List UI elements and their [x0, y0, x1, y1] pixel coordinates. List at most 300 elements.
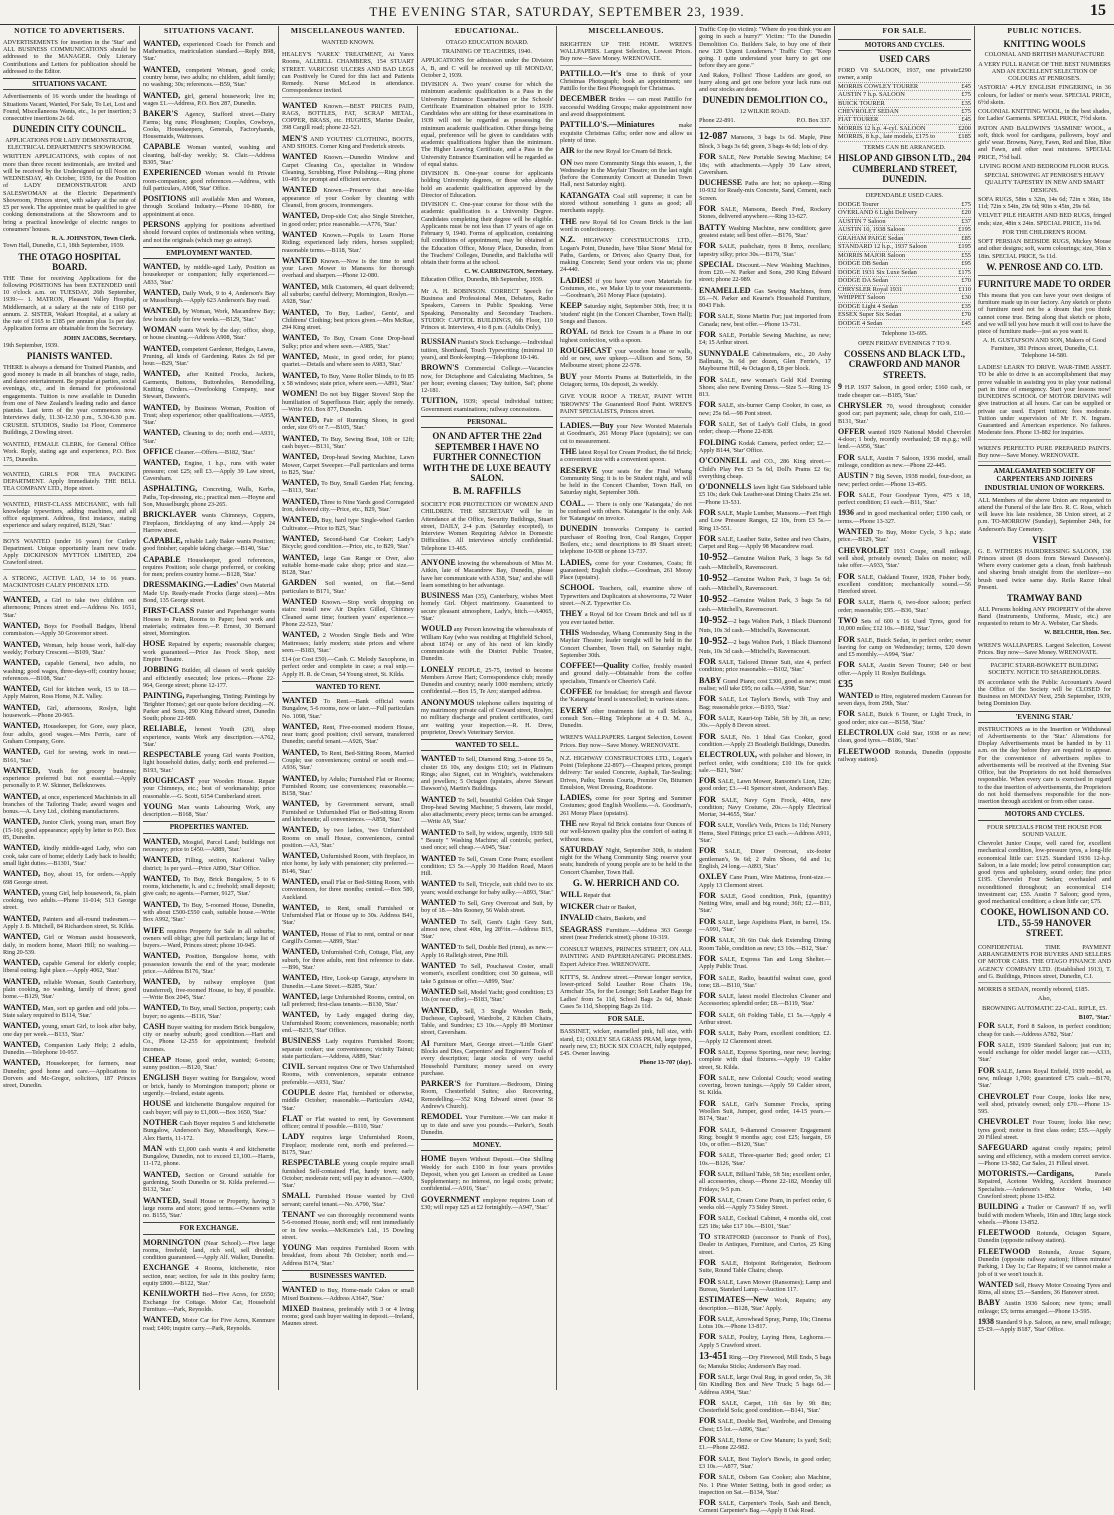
for-sale-heading: FOR SALE.: [560, 1013, 692, 1025]
col5-herrick-ads: [560, 890, 692, 941]
wrens-ad: WREN'S WALLPAPERS. Largest Selection, Lowest Prices. Buy now—Save Money. WRENOVATE.: [560, 732, 692, 752]
classified-ad: WANTED, Girl, afternoons, Roslyn, light housework.—Phone 20-965.: [3, 702, 136, 720]
classified-ad: WANTED, To Buy, small Section, property; cash buyer; no agents.—B116, 'Star.': [143, 1003, 275, 1020]
phone-number: 12-087: [699, 131, 728, 143]
classified-ad: FOR SALE, pushchair, tyres 8 lbmx, recollars; tapestry silky; price 30s.—B179, 'Star.': [699, 241, 831, 258]
brighten-ad: BRIGHTEN UP THE HOME. WREN'S WALLPAPERS. Largest Selection, Lowest Prices. Buy now—Save Money. WRENOVATE.: [560, 39, 692, 66]
ladders-ad: And Rakes, Follies! Those Ladders are good, so hurry along and get one before your luck runs out and our stocks are done.: [699, 71, 831, 93]
education-board-heading: OTAGO EDUCATION BOARD.: [445, 38, 529, 46]
carrington-date: Education Office, Dunedin, 8th September, 1939.: [421, 275, 544, 283]
coal-ad-text: —Genuine Walton Park, 3 bags 5s 6d; cash.—Mitchell's, Ravenscourt.: [699, 576, 831, 593]
classified-ad: WANTED, Unfurnished Crib, Cottage, Flat, any suburb, for three adults, rent first reference to date.—B96, 'Star.': [282, 947, 414, 971]
car-name: CHEVROLET SEDAN: [838, 108, 899, 115]
evening-star-instructions: INSTRUCTIONS as to the Insertion or Withdrawal of Advertisements to the 'Star.' Alterations for Display Advertisements must be handed in by 11 a.m. on the day before they are required to appear. For the convenience of advertisers replies to advertisements will be received at the Evening Star Office, but the Proprietors do not hold themselves responsible. When every care is exercised in regard to the due insertion of advertisements, the Proprietors do not hold themselves responsible for the non-insertion through accident or from other cause.: [978, 725, 1111, 806]
classified-ad: ENAMELLED Gas Sewing Machines, from £6.—N. Parker and Kearne's Household Furniture, 8043 Fish.: [699, 285, 831, 310]
classified-ad: YOUNG Man requires Furnished Room with breakfast, from about 7th October; north end.—Address B174, 'Star.': [282, 1243, 414, 1267]
classified-ad: WANTED, Girl for kitchen work, 15 to 18.—Apply Matron, Ross Home, N.E. Valley.: [3, 684, 136, 701]
column-6: [695, 26, 834, 1515]
car-listing: [838, 91, 971, 99]
classified-ad: FIRST-CLASS Painter and Paperhanger wants Houses to Paint, Rooms to Paper; best work and materials; estimates free.—P. Ernest, 30 Bernard street, Mornington.: [143, 606, 275, 638]
classified-ad: WANTED Sell, Model Yacht; good condition; £3 10s (or near offer).—B183, 'Star.': [421, 986, 553, 1004]
classified-ad: OFFER wanted 1929 National Model Chevrolet 4-door; 1 body, recently overhauled; £8 m.p.g.; will lend.—A956, 'Star.': [838, 426, 971, 451]
col4-education-ads: [421, 337, 553, 413]
healey-ad: HEALEY'S 'YAREX' TREATMENT, At Yarex Rooms, ALLBELL CHAMBERS, 154 STUART STREET. VARICOSE ULCERS AND BAD LEGS can Positively be Cured for this fact and Patients Remedy. Nurse McLeod in attendance. Correspondence invited.: [282, 49, 414, 98]
educational-heading: EDUCATIONAL.: [454, 26, 520, 35]
classified-ad: BUSINESS Lady requires Furnished Room; separate cooker; use conveniences; vicinity Tainui; state particulars.—Address, A889, 'Star.': [282, 1036, 414, 1060]
classified-ad: WANTED Known.—Now is the time to send your Lawn Mower to Mansons for thorough overhaul and sharpen.—Phone 12-080.: [282, 255, 414, 280]
classified-ad: WOMEN! Do not buy Bigger Stoves! Stop the humiliation of Superfluous Hair; apply the remedy.—Write P.O. Box 877, Dunedin.: [282, 389, 414, 413]
divider: [838, 188, 971, 189]
classified-ad: FLAT or Flat wanted to rent, by Government officer; central if possible.—B110, 'Star.': [282, 1113, 414, 1131]
col1-small-ads: [3, 595, 136, 1089]
classified-ad: COUPLE desire Flat, furnished or otherwise, middle October; reasonable.—Particulars A942, 'Star.': [282, 1087, 414, 1112]
classified-ad: WANTED, by Business Woman, Position of Trust; shop experience; other qualifications.—A955, 'Star.': [143, 402, 275, 427]
classified-ad: WANTED, Drop-side Cot; also Single Stretcher, in good order; price reasonable.—A776, 'Star.': [282, 211, 414, 228]
opening-hours: OPEN FRIDAY EVENINGS 7 TO 9.: [858, 339, 951, 347]
classified-ad: WANTED, experienced Coach for French and Mathematics, matriculation standard.—Reply B98, 'Star.': [143, 38, 275, 63]
classified-ad: WANTED to Buy, Home-made Cakes or small Mixed Business.—Address A3647, 'Star.': [282, 1285, 414, 1302]
coal-ad-text: —Genuine Walton Park, 3 bags 5s 6d cash.—Mitchell's, Ravenscourt.: [699, 555, 831, 572]
notice-to-advertisers-heading: NOTICE TO ADVERTISERS.: [14, 26, 125, 35]
classified-ad: FOR SALE, Girl's Summer Frocks, spring Woollen Suit, Jumper, good order, 14-15 years.—B174, 'Star.': [699, 1098, 831, 1123]
classified-ad: TWO Sets of 600 x 16 Used Tyres, good for 10,000 miles; £12 10s.—B182, 'Star.': [838, 616, 971, 633]
car-listing: [838, 209, 971, 217]
car-listing: [838, 125, 971, 133]
classified-ad: WANTED, Engine, 1 h.p., runs with water pressure; cost £25; sell £3.—Apply 39 Law street, Caversham.: [143, 458, 275, 483]
car-name: MORRIS COWLEY TOURER: [838, 82, 919, 90]
car-price: £45: [961, 319, 971, 327]
classified-ad: WANTED Known.—Stop work dropping on stairs: install new Air Duplex Gilled, Chimney Cleaned same time; fourteen years' experience.—Phone 22-523, 'Star.': [282, 597, 414, 628]
car-price: £75: [961, 91, 971, 99]
col4-personal-ads: [421, 558, 553, 736]
wrens-wallpapers-ad: WREN'S WALLPAPERS. Largest Selection, Lowest Prices. Buy now—Save Money. WRENOVATE.: [978, 640, 1111, 660]
car-price: £195: [958, 243, 971, 251]
classified-ad: CHEVROLET 1931 Coupe, small mileage, well shod, privately owned; Dales on motor; will take offer.—A933, 'Star.': [838, 545, 971, 570]
classified-ad: MAN with £1,000 cash wants 4 and kitchenette Bungalow, Dunedin, not to exceed £1,100.—Harris, 11-172, phone.: [143, 1143, 275, 1168]
hospital-text: THE Time for receiving Applications for the following POSITIONS has been EXTENDED until 10 o'clock a.m. on TUESDAY, 26th September, 1939:— 1. MATRON, Pleasant Valley Hospital, Middlemarch, at a salary at the rate of £160 per annum. 2. SISTER, Wakari Hospital, at a salary at the rate of £165 to £185 per annum plus 1s per day. Application forms are obtainable from the Secretary.: [3, 274, 136, 333]
motors-cycles-heading-2: MOTORS AND CYCLES.: [978, 808, 1111, 820]
car-listing: [838, 235, 971, 243]
classified-ad: RESPECTABLE young couple require small furnished Self-contained Flat, handy town; early October; moderate rent; will pay in advance.—A900, 'Star.': [282, 1158, 414, 1190]
car-listing: [838, 303, 971, 311]
mechanic-ad: WANTED, FIRST-CLASS MECHANIC, with full knowledge typewriters, adding machines, and all office equipment. Address, first instance, stating experience and salary required, B129, 'Star.': [3, 499, 136, 533]
car-name: WHIPPET Saloon: [838, 294, 885, 302]
classified-ad: OFFICE Cleaner.—Offers.—B182, 'Star.': [143, 447, 255, 457]
classified-ad: COFFEE!—Quality Coffee, freshly roasted and ground daily.—Obtainable from the coffee specialists, Timaru's or Cheerio's Café.: [560, 661, 692, 685]
classified-ad: FOR SALE, Oakland Tourer, 1928, Fisher body, excellent condition; mechanically sound.—56 Hereford street.: [838, 571, 971, 596]
classified-ad: FOR SALE, Harris 6, two-door saloon; perfect order; reasonable; £95.—B36, 'Star.': [838, 597, 971, 614]
also-text: Also,: [1037, 995, 1052, 1003]
car-name: DODGE Tourer: [838, 200, 879, 208]
car-listing: [838, 269, 971, 277]
classified-ad: WANTED, Man, sort up garden and odd jobs.—State salary required to B114, 'Star.': [3, 1002, 136, 1019]
coal-ad-number: 10-952: [699, 552, 728, 564]
classified-ad: FOR SALE, Osborn Gas Cooker; also Machine, No. 1 Pine Winter Setting, both in good order; as inspection on Sat.—B134, 'Star.': [699, 1472, 831, 1496]
classified-ad: FOR SALE, Cream Cone Pram, in perfect order, 6 weeks old.—Apply 73 Sidey Street.: [699, 1194, 831, 1212]
sofa-rugs-ad: SOFA RUGS, 58in x 32in, 14s 6d; 72in x 36in, 18s 11d; 72in x 54in, 29s 6d; 90in x 45in, 29s 6d.: [978, 195, 1111, 211]
wanted-to-sell-heading: WANTED TO SELL.: [421, 739, 553, 751]
classified-ad: WANTED, competent Woman, good cook; country home, two adults; no children, adult family; no washing; 30s; references.—B59, 'Star.': [143, 64, 275, 89]
classified-ad: COAL. — There is only one 'Katangata,' do not be confused with others. 'Katangata' is the only. Ask for 'Katangata' on invoice.: [560, 498, 692, 523]
classified-ad: EVERY other treatments fail to call Sickness consult Son.—Ring Telephone at 4 D. M. A., Dunedin.: [560, 705, 692, 730]
classified-ad: N.Z. HIGHWAY CONSTRUCTORS LTD., Logan's Point, Dunedin, have 'Blue Stone' Metal for Paths, Gardens, or Drives; also Quarry Dust, for making Concrete; Send your orders via us; phone 24-440.: [560, 235, 692, 274]
tapestry-heading: SPECIAL SHOWING AT PENROSE'S HEAVY QUALITY TAPESTRY IN NEW AND SMART DESIGNS.: [984, 172, 1105, 194]
classified-ad: FOR SALE, Diner Overcoat, six-footer gentleman's, 9s 6d; 2 Palm Shoes, 6d and 1s; English, 24 long.—A893, 'Star.': [699, 846, 831, 870]
classified-ad: FOR SALE, Three-quarter Bed; good order; £1 10s.—B126, 'Star.': [699, 1150, 831, 1167]
classified-ad: BUY your Morris Prams at Butterfields, in the Octagon; terms, 10s deposit, 2s weekly.: [560, 371, 692, 389]
classified-ad: WANTED, Housekeeper, for Gore, easy place, four adults, good wages.—Mrs Ferris, care of Graham Company, Gore.: [3, 721, 136, 745]
society-notice: SOCIETY FOR PROTECTION OF WOMEN AND CHILDREN. THE SECRETARY will be in Attendance at the Office, Security Buildings, Stuart street, DAILY, 2-4 p.m. (Saturday excepted), to Interview Women Requiring Advice in Domestic Difficulties. All interviews strictly confidential. Telephone 13-465.: [421, 499, 553, 555]
situations-vacant-rates: Advertisements of 16 words under the headings of Situations Vacant, Wanted, For Sale, To Let, Lost and Found, Miscellaneous Wants, etc., 1s per insertion; 3 consecutive insertions 2s 6d.: [3, 93, 136, 123]
classified-ad: WANTED, Mosgiel, Parcel Land; buildings not necessary; price to £450.—A889, 'Star.': [143, 836, 275, 853]
car-name: DODGE Light 4 Sedan: [838, 302, 898, 310]
classified-ad: WOMAN wants Work by the day; office, shop, or house cleaning.—Address A908, 'Star.': [143, 325, 275, 342]
classified-ad: KEEP Saturday night, September 30th, free; it is 'student' night (in the Concert Chamber, Town Hall); Songs and Dances.: [560, 301, 692, 325]
paton-ad: PATON AND BALDWIN'S 'JASMINE' WOOL, a soft, thick wool for cardigans, pullovers, boys' and girls' wear. Browns, Navy, Fawn, Red and Blue, Blue and Fawn, and other neat mixtures. SPECIAL PRICE, 7½d ball.: [978, 124, 1111, 161]
classified-ad: WANTED, To Buy, Sewing Boat, 10ft or 12ft; cash buyer.—B131, 'Star.': [282, 433, 414, 451]
classified-ad: 1936 and in good mechanical order; £190 cash, or terms.—Phone 13-327.: [838, 508, 971, 525]
classified-ad: WANTED, Boys for Football Badges, liberal commission.—Apply 30 Grosvenor street.: [3, 620, 136, 638]
boys-ad: BOYS WANTED (under 16 years) for Cutlery Department. Unique opportunity learn new trade. Apply DICKINSON MYTTON LIMITED, 204 Crawford street.: [3, 536, 136, 570]
classified-ad: SMALL Furnished House wanted by Civil servant; careful tenant.—No. A790, 'Star.': [282, 1191, 414, 1208]
pacific-heading: PACIFIC STARR-BOWKETT BUILDING SOCIETY. NOTICE TO SHAREHOLDERS.: [988, 662, 1101, 677]
highway-ad: N.Z. HIGHWAY CONSTRUCTORS LTD., Logan's Point (Telephone 22-897).—Cheapest prices, prompt delivery: Tar sealed Concrete, Asphalt, Tar-Sealing; Drives, Paths; Tennis Courts, Premier On, Bitumen Emulsion, West Dressing, Roadstone.: [560, 754, 692, 791]
wrens-paints-ad: WREN'S PERFECTO PURE PREPARED PAINTS. Buy now—Save Money. WRENOVATE.: [978, 443, 1111, 463]
car-listing: [838, 201, 971, 209]
col3-business-ads: [282, 1285, 414, 1327]
carrington-signature: C. W. CARRINGTON, Secretary.: [464, 268, 553, 276]
classified-ad: WANTED, Housekeeper, for farmers, near Dunedin; good home and care.—Applications to Dorvers and Mc-Gregor, solicitors, 187 Princes street, Dunedin.: [3, 1058, 136, 1090]
car-price: £75: [961, 200, 971, 208]
car-price: £35: [961, 302, 971, 310]
classified-ad: TENANT we can thoroughly recommend wants 5-6-roomed House, north end; will rent immediately or in few weeks.—McKenzie's Ltd., 15 Dowling street.: [282, 1209, 414, 1241]
classified-ad: POSITIONS still available Men and Women, through Scotland Industry.—Phone 10-880, for appointment at once.: [143, 194, 275, 218]
classified-ad: KATANGATA Coal still supreme; it can be stored without something 1 guns as good; all merchants supply.: [560, 190, 692, 215]
classified-ad: BABY Austin 1936 Saloon; new tyres; small mileage; £5; terms arranged.—Phone 13-595.: [978, 1298, 1111, 1315]
classified-ad: WANTED To Sell, Gent's Light Grey Suit, almost new, chest 40in, leg 28½in.—Address B15, 'Star.': [421, 916, 553, 941]
car-name: GRAHAM PAIGE Sedan: [838, 234, 904, 242]
classified-ad: FOR SALE, Maple Lumber, Mansons.—Feet High and Low Pressure Ranges, £2 10s, from £3 5s.—Ring 13-551.: [699, 507, 831, 532]
demolition-heading: DUNEDIN DEMOLITION CO.,: [702, 95, 828, 106]
training-text: APPLICATIONS for admission under the Division A, B, and C will be received up till MONDAY, October 2, 1939.: [421, 57, 553, 79]
used-cars-heading: USED CARS: [879, 54, 930, 65]
classified-ad: HOME Buyers Without Deposit.—One Shilling Weekly for each £100 in four years provides Deposit, when you get Lesson as credited as Lease Supplementary; no interest, no legal costs; private; confidential.—A916, 'Star.': [421, 1154, 553, 1193]
classified-ad: WANTED, To Buy, Small Garden Flat; fencing.—B113, 'Star.': [282, 478, 414, 495]
public-notices-heading: PUBLIC NOTICES.: [1007, 26, 1082, 35]
classified-ad: BUSINESS Man (35), Canterbury, wishes Meet homely Girl. Object matrimony. Guaranteed to secure pleasant atmosphere, Lady's, hitch.—A4065, 'Star.': [421, 591, 553, 622]
classified-ad: WOULD any Person knowing the whereabouts of William Kay (who was residing at Highfield School, about 1874) or any of his next of kin kindly communicate with the District Public Trustee, Dunedin.: [421, 624, 553, 663]
knitting-heading: KNITTING WOOLS: [1003, 38, 1086, 49]
classified-ad: SCHOOL Teachers, call, examine show of Typewriters and Duplicators at showrooms, 72 Water street.—N.Z. Typewriter Co.: [560, 583, 692, 608]
classified-ad: WANTED, to Rent, small Furnished or Unfurnished Flat or House up to 30s. Address B41, 'Star.': [282, 902, 414, 927]
classified-ad: FOR SALE, Tailored Dinner Suit, size 4, perfect condition; price reasonable.—B102, 'Star.': [699, 657, 831, 674]
firewood-number: 13-451: [699, 1350, 728, 1362]
classified-ad: WANTED To Sell, Double Bed (rimu), as new.—Apply 16 Ralleigh street, Pine Hill.: [421, 942, 553, 959]
situations-vacant-heading: SITUATIONS VACANT.: [3, 78, 136, 90]
car-listing: [838, 260, 971, 268]
hospital-date: 19th September, 1939.: [3, 341, 59, 349]
classified-ad: WANTED, by Woman, Work, Macandrew Bay; few hours daily for few weeks.—B129, 'Star.': [143, 306, 275, 323]
classified-ad: FOR SALE, 9-diamond Crossover Engagement Ring; bought 9 months ago; cost £25; bargain, £6 10s, or offer.—B120, 'Star.': [699, 1124, 831, 1149]
persian-rugs-ad: SOFT PERSIAN BEDSIDE RUGS, Mickey Mouse and other designs; soft, warm colourings; size, 36in x 18in. SPECIAL PRICE, 5s 11d.: [978, 238, 1111, 260]
classified-ad: FOR SALE, Radio, beautiful walnut case, good tone; £8.—B110, 'Star.': [699, 972, 831, 989]
phone-ad: [699, 131, 831, 150]
lad-ad: A STRONG, ACTIVE LAD, 14 to 16 years. MACKINTOSH CALEY PHOENIX LTD.: [3, 573, 136, 593]
classified-ad: FOR SALE, Lawn Mower (Ransomes); Lamp and Bureau, Standard Lamp.—Auction 117.: [699, 1276, 831, 1293]
pianists-text: THERE is always a demand for Trained Pianists, and good money is made in all branches of stage, radio, and dance entertainment. Be popular at parties, social evenings, etc., and in demand for professional engagements. Tuition is now available in Dunedin from one of New Zealand's leading radio and dance pianists. Last term of the year commences now. Interviews daily, 11.30-12.30 p.m., 5.30-6.30 p.m. CRUSEIL STUDIOS, Studio 1st Floor, Commerce Buildings, 2 Dowling street.: [3, 363, 136, 436]
classified-ad: ENGLISH Buyer waiting for Bungalow, wood or brick, handy to Mornington transport; phone or urgently.—Ireland, estate agents.: [143, 1073, 275, 1098]
coal-ad-text: —2 bags Walton Park, 1 Black Diamond Nuts, 10s 3d cash.—Mitchell's, Ravenscourt.: [699, 618, 831, 634]
classified-ad: CAPABLE Woman wanted, washing and cleaning, half-day weekly; St. Clair.—Address B305, 'Star.': [143, 142, 275, 166]
car-name: AUSTIN 7 h.p. SALOON: [838, 91, 905, 99]
car-name: CHRYSLER Royal 1931: [838, 285, 903, 293]
column-3: [278, 26, 417, 1390]
classified-ad: WICKER Chair or Basket,: [560, 901, 637, 911]
column-1: [0, 26, 139, 1390]
classified-ad: EXCHANGE 4 Rooms, kitchenette, nice section, near; section, for sale in this poultry farm; equity £800.—B122, 'Star.': [143, 1263, 275, 1288]
classified-ad: O'DONNELLS lawn light Gas Sideboard table £5 10s; dark Oak Leather-seat Dining Chairs 25s set.—Phone 13-531.: [699, 482, 831, 506]
car-listing: [838, 116, 971, 124]
classified-ad: WANTED, by Government servant, small Furnished or Unfurnished Flat or Bed-sitting Room and kitchenette; all conveniences.—A858, 'Star.': [282, 799, 414, 823]
classified-ad: CAPABLE Housekeeper, good references, requires Position; sole charge preferred, or cooking for men; prefers country home.—B128, 'Star.': [143, 554, 275, 579]
classified-ad: ANYONE knowing the whereabouts of Miss M. Aitkin, late of Macandrew Bay, Dunedin, please have her communicate with A338, 'Star,' and she will learn something to her advantage.: [421, 557, 553, 589]
carpenters-heading: AMALGAMATED SOCIETY OF CARPENTERS AND JOINERS INDUSTRIAL UNION OF WORKERS.: [978, 465, 1111, 494]
classified-ad: ON two more Community Sings this season, 1, the Wednesday in the Mayfair Theatre; on the last night (before the Community Concert at Dunedin Town Hall, next Saturday night).: [560, 157, 692, 189]
dependable-heading: DEPENDABLE USED CARS.: [865, 191, 944, 199]
classified-ad: FOR SALE, Poultry, Laying Hens, Leghorns.—Apply 5 Crawford street.: [699, 1332, 831, 1349]
cooke-heading: COOKE, HOWLISON AND CO. LTD., 55-59 HANOVER STREET.: [980, 907, 1109, 939]
four-specials-text: Chevrolet Junior Coupe, well cared for, excellent mechanical condition, low-pressure tyres, a long-life economical little car: £125. Standard 1936 12-h.p. Saloon, in a late model; low petrol consumption car; good tyres and upholstery, sound order; fine price £195. Chevrolet Four Sedan; overhauled and reconditioned throughout; an economical £14 investment car; £55. Austin 7 Saloon; good tyres, good mechanical condition; a clean little car; £75.: [978, 840, 1111, 906]
column-2: [139, 26, 278, 1390]
classified-ad: RESPECTABLE young Girl wants Position, light household duties, daily; north end preferred.—B193, 'Star.': [143, 750, 275, 774]
classified-ad: FOR SALE, Express Tan and Long Shelter.—Apply Public Trust.: [699, 953, 831, 971]
classified-ad: RELIABLE, honest Youth (20), shop experience, wants Work any description.—A762, 'Star.': [143, 724, 275, 748]
classified-ad: GARDEN Soil wanted, on flat.—Send particulars to B171, 'Star.': [282, 578, 414, 595]
classified-ad: WANTED, Second-hand Car Cooker; Lady's Bicycle; good condition.—Price, etc., to B29, 'Star.': [282, 533, 414, 551]
employment-wanted-heading: EMPLOYMENT WANTED.: [143, 247, 275, 259]
car-name: FIAT TOURER: [838, 116, 879, 124]
classified-ad: ELECTROLUX Gold Star, 1938 or as new; clean, good tyres.—B186, 'Star.': [838, 727, 971, 745]
classified-ad: WANTED, large Gas Range or Over, also suitable home-made cake shop; price and size.—B128, 'Star.': [282, 552, 414, 577]
classified-ad: WANTED, at once, experienced Machinists in all branches of the Tailoring Trade; award wages and bonus.—A. Levy Ltd., clothing manufacturers.: [3, 791, 136, 816]
coal-ad: [699, 573, 831, 592]
classified-ad: HOSE Repaired by experts; reasonable charges; work guaranteed.—Price Jas Frock Shop, next Empire Theatre.: [143, 639, 275, 664]
classified-ad: ANONYMOUS telephone callers inquiring of my matrimony private call of Coward street, Roslyn; no military discharge and prudent certificates, card are waiting your inspection.—R. H. Drew, proprietor, Drew's Veterinary Service.: [421, 697, 553, 736]
classified-ad: THE new Royal 6d Ice Cream Brick is the last word in confectionery.: [560, 216, 692, 233]
car-listing: [838, 83, 971, 91]
car-price: £175: [958, 268, 971, 276]
classified-ad: FOR SALE, Kauri-top Table, 5ft by 3ft, as new; 30s.—Apply 8 Devon street.: [699, 712, 831, 730]
classified-ad: WANTED, Woman, help house work, half-day weekly; Forbury Crescent.—B109, 'Star.': [3, 639, 136, 656]
col2-vacant-ads: [143, 39, 275, 244]
firewood-ad: [699, 1351, 831, 1370]
roof-paint-ad: GIVE YOUR ROOF A TREAT, PAINT WITH 'BROWN'S' The Guaranteed Roof Paint. WREN'S PAINT SPECIALISTS, Princes street.: [560, 391, 692, 418]
classified-ad: FOR SALE, Good condition, Pink, (quantity) Netting Wire, small and big round; 36ft; £2.—B11, 'Star.': [699, 890, 831, 915]
column-5: [556, 26, 695, 1390]
car-listing: [838, 277, 971, 285]
tea-packing-ad: WANTED, GIRLS FOR TEA PACKING DEPARTMENT. Apply Immediately. THE BELL TEA COMPANY LTD., Hope street.: [3, 469, 136, 496]
classified-ad: WILL Repair that: [560, 890, 611, 900]
classified-ad: WANTED, young, smart Girl, to look after baby, one day per week.—B133, 'Star.': [3, 1021, 136, 1038]
classified-ad: BRICKLAYER wants Chimneys, Coppers, Fireplaces, Bricklaying of any kind.—Apply 24 Harrow street.: [143, 510, 275, 534]
classified-ad: FOR SALE, Hotpoint Refrigerator, Bedroom Suite, Round Table Chairs; cheap.: [699, 1257, 831, 1275]
col2-employment-ads: [143, 262, 275, 819]
classified-ad: WANTED, Youth for grocery business; experience preferred but not essential.—Apply personally to P. W. Skinner, Belleknowes.: [3, 765, 136, 790]
classified-ad: WANTED To Sell, Diamond Ring, 3-stone £6 5s, cluster £6 10s, any designs £10; set in Platinum Rings; also Signet, cut in Wrighte's, watchmakers and jewellers; 5 Octagon (upstairs, above Stewart Dawson's), Martin's Buildings.: [421, 754, 553, 793]
classified-ad: WANTED, Three to Nine Yards good Corrugated Iron, delivered city.—Price, etc., B29, 'Star.': [282, 496, 414, 514]
car-name: MORRIS 12 h.p. 4-cyl. SALOON: [838, 124, 926, 132]
col2-exchange-ads: [143, 1238, 275, 1332]
classified-ad: FOR SALE, large Oval Rug, in good order, 5s, 3ft 6in Kindling Box and New Truck; 5 bags 6d.—Address A904, 'Star.': [699, 1371, 831, 1396]
car-price: £70: [961, 277, 971, 285]
col6-sale-ads: [699, 152, 831, 550]
personal-heading: PERSONAL.: [421, 416, 553, 428]
classified-ad: WANTED To Sell, Cream Cone Pram; excellent condition; £3 5s.—Apply 30 Haddon Road, Maori Hill.: [421, 853, 553, 878]
coal-ad-number: 10-952: [699, 615, 728, 627]
classified-ad: WANTED Known.—Preserve that new-like appearance of your Cooker by cleaning with Cleansil, from grocers, ironmongers.: [282, 185, 414, 210]
classified-ad: BROWN'S Commercial College.—Vacancies now, for Dictaphone and Calculating Machines, 5s per hour; evening classes; 'Day tuition, Sat'; phone 12-181.: [421, 363, 553, 395]
classified-ad: RUSSIAN Pianist's Stock Exchange.—Individual tuition, Shorthand, Touch Typewriting (minimal 10 years), and Book-keeping.—Telephone 10-146.: [421, 337, 553, 361]
classified-ad: WANTED, To Buy, Ladies', Gents', and Childrens' Clothing; best prices given.—Mrs McRae, 294 King street.: [282, 307, 414, 332]
car-name: DODGE 4 Sedan: [838, 319, 883, 327]
car-price: £45: [961, 116, 971, 124]
hairdressing-ad: G. E. WITHERS HAIRDRESSING SALOON, 138 Princes street (8 doors from Steward Dawson's). Where every customer gets a clean, fresh hairbrush and shaving brush straight from the sterilizer—no brush used twice same day. Reila Razor Ideal Present.: [978, 547, 1111, 591]
wanted-known-heading: WANTED KNOWN.: [321, 38, 375, 46]
classified-ad: WANTED, To Buy, Varee Roller Blinds, to fit 85 x 58 windows; state price, where seen.—A891, 'Star.': [282, 370, 414, 387]
car-price: £35: [961, 99, 971, 107]
division-a: DIVISION A. Two years' course for which the minimum academic qualification is a Pass in the University Entrance Examination or the Schools' Certificate Examination obtained prior to 1939. Candidates who are sitting for these examinations in 1939 will not be regarded as possessing the minimum academic qualification. Other things being equal, preference will be given to candidates with academic qualifications higher than the minimum. The Higher Leaving Certificate, and a Pass in the University Entrance Examination will be regarded as of equal status.: [421, 81, 553, 168]
coal-ad-text: —Genuine Walton Park, 3 bags 5s 6d cash.—Mitchell's, Ravenscourt.: [699, 597, 831, 613]
classified-ad: MIXED Business, preferably with 3 or 4 living rooms; good cash buyer waiting in deposit.—Ireland, Maunes street.: [282, 1303, 414, 1328]
car-listing: [838, 67, 971, 83]
pianists-heading: PIANISTS WANTED.: [26, 351, 113, 362]
classified-ad: FOR SALE, Buick 6 Tourer, or Light Truck, in good order; nice car.—B158, 'Star.': [838, 709, 971, 726]
classified-ad: WANTED, Milk Customers, 4d quart delivered; all suburbs; careful delivery; Mornington, Roslyn.—A928, 'Star.': [282, 281, 414, 306]
classified-ad: LADY requires large Unfurnished Room, Fireplace; moderate rent, north end preferred.—B175, 'Star.': [282, 1132, 414, 1157]
car-price: £30: [961, 294, 971, 302]
col8-car-ads: [978, 1021, 1111, 1333]
classified-ad: WIFE requires Property for Sale in all suburbs; owners will oblige; give full particulars; large list of buyers.—Ward, Princes street; phone 10-945.: [143, 925, 275, 950]
classified-ad: FOR SALE, 6ft Folding Table, £1 5s.—Apply 4 Arthur street.: [699, 1009, 831, 1027]
classified-ad: SAFEGUARD against costly repairs; petrol saving and efficiency, with a modern correct service.—Phone 13-582, Car Sales, 21 Filleul street.: [978, 1143, 1111, 1167]
classified-ad: FOR SALE, No. 1 Ideal Gas Cooker, good condition.—Apply 23 Boatleigh Buildings, Dunedin.: [699, 731, 831, 748]
classified-ad: WANTED To Buy, Motor Cycle, 3 h.p.; state price.—B129, 'Star.': [838, 527, 971, 544]
classified-ad: DRESSMAKING.—Ladies' Own Material Made Up. Ready-made Frocks (large sizes).—Mrs Bond, 135 George street.: [143, 580, 275, 605]
evening-star-heading: 'EVENING STAR.': [978, 711, 1111, 723]
coal-ad: [699, 594, 831, 613]
classified-ad: PAINTING, Paperhanging, Tinting; Paintings by 'Brighter Homes'; get our quote before deciding.—N. Parker and Sons, 290 King Edward street, Dunedin South; phone 22-989.: [143, 691, 276, 723]
classified-ad: WANTED, To Buy, Brick Bungalow, 5 to 6 rooms, kitchenette, h. and c.; freehold; small deposit; give cash; no agents.—Farmer, 9127, 'Star.': [143, 873, 275, 898]
classified-ad: WANTED, by two ladies, 'two Unfurnished Rooms on small House, conveniences, central position.—A3, 'Star.': [282, 825, 414, 849]
firewood-text: Ring.—Dry Firewood, Mill Ends, 5 bags 6s; Manuka Sticks; Anderson's Bay road.: [699, 1353, 832, 1370]
classified-ad: FOR SALE, Cocktail Cabinet, 4 months old, cost £25 18s; take £17 10s.—B101, 'Star.': [699, 1213, 831, 1230]
classified-ad: WANTED, by railway employee (just transferred), five-roomed House, to buy, if possible.—Write Box 2045, 'Star.': [143, 977, 275, 1001]
coal-ad: [699, 552, 831, 571]
classified-ad: OXLEY Cane Pram, Wire Mattress, front-size.—Apply 13 Clermont street.: [699, 872, 831, 889]
council-text: WRITTEN APPLICATIONS, with copies of not more than three recent testimonials, are invited and will be received by the Undersigned up till Noon on WEDNESDAY, 4th October, 1939, for the Position of LADY DEMONSTRATOR AND SALESWOMAN at the Electric Department's Showroom, Princes street, with salary at the rate of £5 per week. The appointee must be qualified to give cooking demonstrations at the Showroom and to bring a practical knowledge of electric ranges to consumers' houses.: [3, 153, 136, 233]
dependable-phone: Telephone 13-695.: [881, 330, 928, 338]
carpenters-notice: ALL Members of the above Union are requested to attend the Funeral of the late Bro. R. C. Ross, which will leave his late residence, 38 Union street, at 2 p.m. TO-MORROW (Sunday), September 24th, for Anderson's Bay Cemetery.: [978, 496, 1111, 533]
classified-ad: BABY Grand Piano; cost £300, good as new; must realise; will take £95; no calls.—A998, 'Star.': [699, 675, 831, 693]
classified-ad: ROUGHCAST your Wooden House. Repair your Chimneys, etc.; best of workmanship; price reasonable.—G. Scott, 6154 Cumberland street.: [143, 775, 275, 800]
car-name: BUICK TOURER: [838, 99, 885, 107]
car-listing: [838, 252, 971, 260]
classified-ad: AIR for the new Royal Ice Cream 6d Brick.: [560, 146, 673, 156]
car-price: £75: [961, 108, 971, 115]
classified-ad: WANTED, Girl or Woman assist housework, daily, in modern home, Maori Hill; no washing.—Ring 20-539.: [3, 932, 136, 956]
council-signature: R. A. JOHNSTON, Town Clerk.: [51, 235, 136, 243]
car-name: STANDARD 12 h.p., 1937 Saloon: [838, 243, 927, 251]
classified-ad: FOR SALE, new Colonial Couch; wood seating covering, brown tunings.—Apply 59 Calder street, St. Kilda.: [699, 1072, 831, 1097]
car-price: £290: [958, 66, 971, 74]
col4-sell-ads: [421, 754, 553, 1136]
herrick-heading: G. W. HERRICH AND CO.: [572, 877, 680, 888]
classified-ad: FOR SALE, Set of Lady's Golf Clubs, in good order; cheap.—Phone 22-838.: [699, 419, 831, 436]
classified-ad: CAPABLE, reliable Lady Baker wants Position; good finisher; capable taking charge.—B140, 'Star.': [143, 536, 275, 553]
classified-ad: WANTED, Pair of Running Shoes, in good order, size 6½ or 7.—B105, 'Star.': [282, 415, 414, 432]
classified-ad: WANTED, Unfurnished Room, with fireplace, in nice home, by lady with pensioner; city preferred.—B146, 'Star.': [282, 851, 414, 875]
classified-ad: LADIES, come for your Spring and Summer Costumes; good English Woollens.—A. Goodman's, 261 Moray Place (upstairs).: [560, 793, 692, 817]
classified-ad: FOR SALE, Stone Martin Fur; just imported from Canada; new, best offer.—Phone 13-731.: [699, 311, 831, 328]
divider: [699, 127, 831, 128]
col7-car-ads: [838, 382, 971, 677]
classified-ad: THE new Royal 6d Brick contains four Ounces of our well-known quality plus the comfort of eating it without mess.: [560, 818, 692, 843]
classified-ad: WANTED, Buy, hard type Single-wheel Garden Cultivator.—Price to B25, 'Star.': [282, 515, 414, 532]
council-subheading: APPLICATIONS FOR LADY DEMONSTRATOR, ELECTRICAL DEPARTMENT'S SHOWROOM.: [5, 136, 134, 152]
column-8: [974, 26, 1114, 1390]
newspaper-title: THE EVENING STAR, SATURDAY, SEPTEMBER 23, 1939.: [369, 4, 745, 19]
classified-ad: ESTIMATES—New Work, Repairs; any description.—B128, 'Star.' Apply.: [699, 1295, 831, 1312]
phone-ad-text: Mansons, 3 bags 1s 6d. Maple, Pine Block, 3 bags 3s 6d; green, 3 bags 4s 6d; lots of dry.: [699, 134, 831, 150]
finance-notice: CONFIDENTIAL TIME PAYMENT ARRANGEMENTS FOR BUYERS AND SELLERS OF MOTOR CARS. THE OTAGO FINANCE AND AGENCY COMPANY LTD. (Established 1913), T. and G. Buildings, Princes street, Dunedin, C.I.: [978, 942, 1111, 983]
classified-ad: FOR SALE, Navy Gym Frock, 40in, new condition; Navy Costume, 20s.—Apply Electrical Mortar, 34-4655, 'Star.': [699, 794, 831, 819]
column-4: [417, 26, 556, 1390]
classified-ad: TUITION, 1939; special individual tuition; Government examinations; railway concessions.: [421, 396, 553, 413]
classified-ad: WANTED, Motor Car for Five Acres, Kenmure road; £400; inquire carry.—Park, Reynolds.: [143, 1315, 275, 1332]
car-name: ESSEX Super Six Sedan: [838, 311, 902, 319]
classified-ad: INVALID Chairs, Baskets, and: [560, 913, 646, 923]
car-name: FORD V8 SALOON, 1937, one private owner, a snip: [838, 66, 959, 82]
personal-notice: ON AND AFTER THE 22nd SEPTEMBER I HAVE NO FURTHER CONNECTION WITH THE DE LUXE BEAUTY SALON.: [422, 431, 552, 484]
classified-ad: SEAGRASS Furniture.—Address 363 George street (near Frederick street); phone 10-319.: [560, 924, 692, 941]
classified-ad: WANTED to Hire, registered modern Caravan for seven days, from 29th, 'Star.': [838, 690, 971, 708]
hospital-heading: THE OTAGO HOSPITAL BOARD.: [18, 251, 121, 273]
classified-ad: PATTILLO.—It's time to think of your Christmas Photograph; book an appointment; see Pattillo for the Best Photograph for Christmas.: [560, 68, 692, 93]
classified-ad: WANTED, Cleaning to do; north end.—A931, 'Star.': [143, 428, 275, 445]
car-price: £85: [961, 234, 971, 242]
classified-ad: FLEETWOOD Rotunda, Anzac Square, Dunedin (opposite railway station); fifteen minutes' Parking, 1 Day 1s; Car Repairs; if we cannot make a job of it we won't touch it.: [978, 1246, 1111, 1278]
cossens-heading: COSSENS AND BLACK LTD., CRAWFORD AND MANOR STREETS.: [844, 348, 965, 380]
wrens-consult-ad: CONSULT WREN'S, PRINCES STREET, ON ALL PAINTING AND PAPERHANGING PROBLEMS. Expert Advice Free. WRENOVATE.: [560, 944, 692, 971]
browning-ad: BROWNING AUTOMATIC 22-CAL. RIFLE, £5.: [982, 1004, 1107, 1012]
classified-ad: WANTED, after Knitted Frocks, Jackets, Garments, Buttons, Buttonholes, Remodelling, Knitting Orders.—Overlooking Company, near Stewart, Dawson's.: [143, 369, 275, 401]
car-price: £195: [958, 226, 971, 234]
classified-ad: FOR SALE, Ford 8 Saloon, in perfect condition; cheap for cash.—Address A782, 'Star.': [978, 1021, 1111, 1038]
classified-ad: WANTED, Rent, Five-roomed modern House, near tram; good position; civil servant, transferred Dunedin; careful tenant.—A926, 'Star.': [282, 721, 414, 746]
training-heading: TRAINING OF TEACHERS, 1940.: [442, 48, 532, 56]
classified-ad: CHEVROLET Four Coupe, looks like new, well shod, privately owned; only £70.—Phone 13-595.: [978, 1091, 1111, 1116]
col5-misc-ads-3: [560, 793, 692, 876]
classified-ad: WANTED, Painters and all-round tradesmen.—Apply J. B. Mitchell, 84 Richardson street, St. Kilda.: [3, 913, 136, 931]
classified-ad: WANTED, by middle-aged Lady, Position as housekeeper or companion; fully experienced.—A833, 'Star.': [143, 261, 275, 286]
car-price: £110: [958, 285, 971, 293]
car-name: AUSTIN 10, 1938 Saloon: [838, 226, 905, 234]
car-listing: [838, 218, 971, 226]
hospital-signature: JOHN JACOBS, Secretary.: [63, 334, 136, 342]
motors-cycles-heading: MOTORS AND CYCLES.: [838, 39, 971, 51]
demolition-box: P.O. Box 337.: [796, 117, 831, 125]
bassinet-ad: BASSINET, wicker, enamelled pink, full size, with stand, £1; OXLEY SEA GRASS PRAM, large tyres, nearly new, £3; BUCK SIX COACH, fully equipped, £45. Owner leaving.: [560, 1028, 692, 1058]
